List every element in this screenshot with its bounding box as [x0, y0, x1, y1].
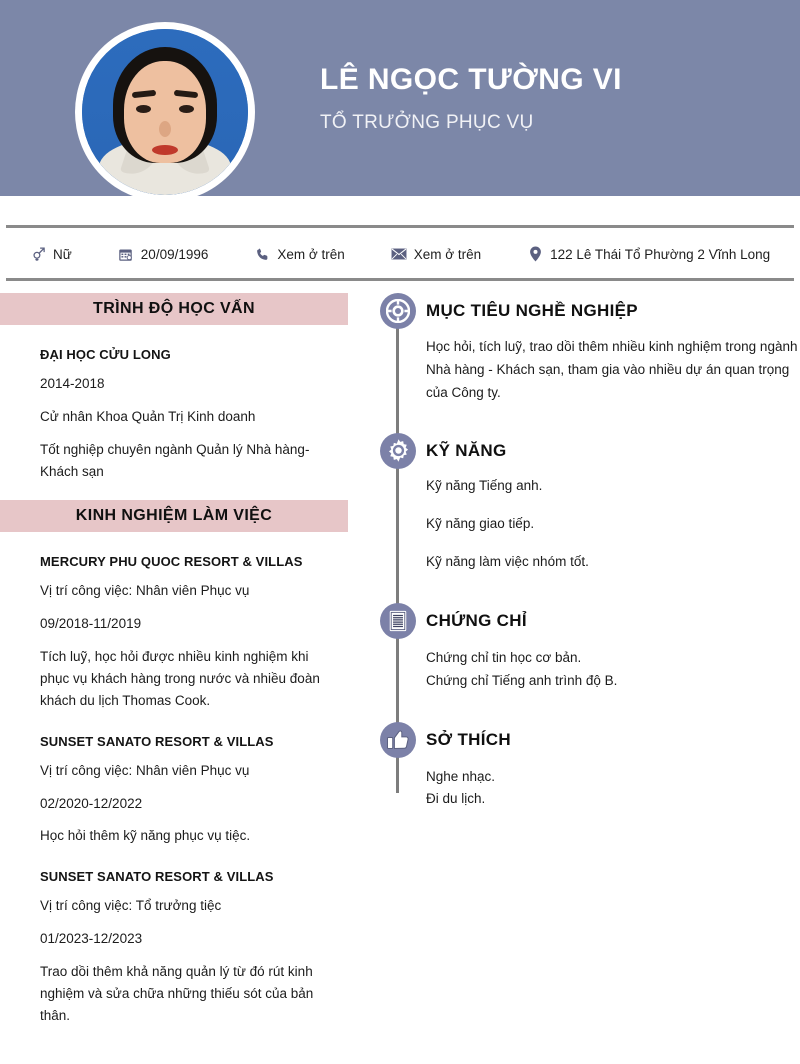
gear-icon: [380, 433, 416, 469]
section-title-certificates: CHỨNG CHỈ: [426, 611, 527, 631]
calendar-icon: [118, 246, 134, 262]
cv-header: [0, 0, 800, 196]
contact-text-gender: Nữ: [53, 246, 72, 262]
education-degree: Cử nhân Khoa Quản Trị Kinh doanh: [40, 408, 256, 424]
phone-icon: [254, 246, 270, 262]
section-body-certificates: [426, 647, 800, 692]
experience-description: Học hỏi thêm kỹ năng phục vụ tiệc.: [40, 828, 251, 844]
document-icon: [380, 603, 416, 639]
gender-icon: [30, 246, 46, 262]
experience-position: Vị trí công việc: Tổ trưởng tiệc: [40, 898, 222, 914]
experience-item: [40, 554, 330, 711]
timeline-section-skills: [370, 433, 800, 574]
experience-description: Trao dồi thêm khả năng quản lý từ đó rút kinh nghiệm và sửa chữa những thiếu sót của bản thân.: [40, 964, 314, 1023]
contact-item-email[interactable]: [391, 246, 481, 262]
contact-bar: [0, 228, 800, 278]
portrait-photo: [82, 29, 248, 195]
target-icon: [380, 293, 416, 329]
contact-text-address: 122 Lê Thái Tổ Phường 2 Vĩnh Long: [550, 246, 771, 262]
timeline-section-objective: [370, 293, 800, 405]
experience-item: [40, 734, 330, 848]
contact-item-phone[interactable]: [254, 246, 344, 262]
experience-description: Tích luỹ, học hỏi được nhiều kinh nghiệm khi phục vụ khách hàng trong nước và nhiều đoàn khách du lịch Thomas Cook.: [40, 649, 320, 708]
certificate-item: Chứng chỉ tin học cơ bản.: [426, 650, 582, 666]
experience-block: [0, 554, 370, 1026]
skill-item: Kỹ năng Tiếng anh.: [426, 477, 543, 493]
experience-position: Vị trí công việc: Nhân viên Phục vụ: [40, 762, 250, 778]
experience-position: Vị trí công việc: Nhân viên Phục vụ: [40, 583, 250, 599]
experience-item: [40, 869, 330, 1026]
education-major: Tốt nghiệp chuyên ngành Quản lý Nhà hàng-Khách sạn: [40, 441, 310, 479]
contact-item-address: [527, 246, 770, 262]
hobby-item: Nghe nhạc.: [426, 768, 496, 784]
contact-text-phone: Xem ở trên: [277, 246, 345, 262]
header-text-block: [320, 62, 622, 134]
section-header-education: TRÌNH ĐỘ HỌC VẤN: [0, 293, 348, 325]
section-title-objective: MỤC TIÊU NGHỀ NGHIỆP: [426, 301, 638, 320]
education-years: 2014-2018: [40, 376, 105, 391]
skill-item: Kỹ năng giao tiếp.: [426, 515, 535, 531]
education-school: ĐẠI HỌC CỬU LONG: [40, 347, 171, 362]
objective-paragraph: Học hỏi, tích luỹ, trao dồi thêm nhiều kinh nghiệm trong ngành Nhà hàng - Khách sạn, tham gia vào nhiều dự án quan trọng của Công ty.: [426, 339, 798, 401]
section-title-hobbies: SỞ THÍCH: [426, 729, 511, 749]
thumbs-up-icon: [380, 722, 416, 758]
candidate-role: TỔ TRƯỞNG PHỤC VỤ: [320, 112, 534, 133]
experience-period: 09/2018-11/2019: [40, 616, 142, 632]
experience-period: 02/2020-12/2022: [40, 795, 143, 811]
avatar: [75, 22, 255, 202]
email-icon: [391, 246, 407, 262]
skill-item: Kỹ năng làm việc nhóm tốt.: [426, 554, 589, 570]
section-title-skills: KỸ NĂNG: [426, 440, 507, 460]
candidate-name: LÊ NGỌC TƯỜNG VI: [320, 63, 622, 96]
timeline-section-hobbies: [370, 722, 800, 811]
right-column: [370, 293, 800, 1027]
hobby-item: Đi du lịch.: [426, 791, 486, 807]
contact-item-birthdate: [118, 246, 209, 262]
section-header-experience: KINH NGHIỆM LÀM VIỆC: [0, 500, 348, 532]
timeline-section-certificates: [370, 603, 800, 692]
main-body: [0, 281, 800, 1027]
experience-company: SUNSET SANATO RESORT & VILLAS: [40, 869, 274, 885]
section-body-hobbies: [426, 766, 800, 811]
section-body-skills: [426, 475, 800, 574]
location-icon: [527, 246, 543, 262]
experience-company: MERCURY PHU QUOC RESORT & VILLAS: [40, 554, 303, 570]
certificate-item: Chứng chỉ Tiếng anh trình độ B.: [426, 672, 618, 688]
section-body-objective: [426, 335, 800, 405]
contact-text-email: Xem ở trên: [413, 246, 482, 262]
left-column: [0, 293, 370, 1027]
education-block: [0, 347, 370, 482]
experience-period: 01/2023-12/2023: [40, 931, 143, 947]
experience-company: SUNSET SANATO RESORT & VILLAS: [40, 733, 274, 749]
contact-item-gender: [30, 246, 72, 262]
contact-text-birthdate: 20/09/1996: [140, 246, 209, 262]
